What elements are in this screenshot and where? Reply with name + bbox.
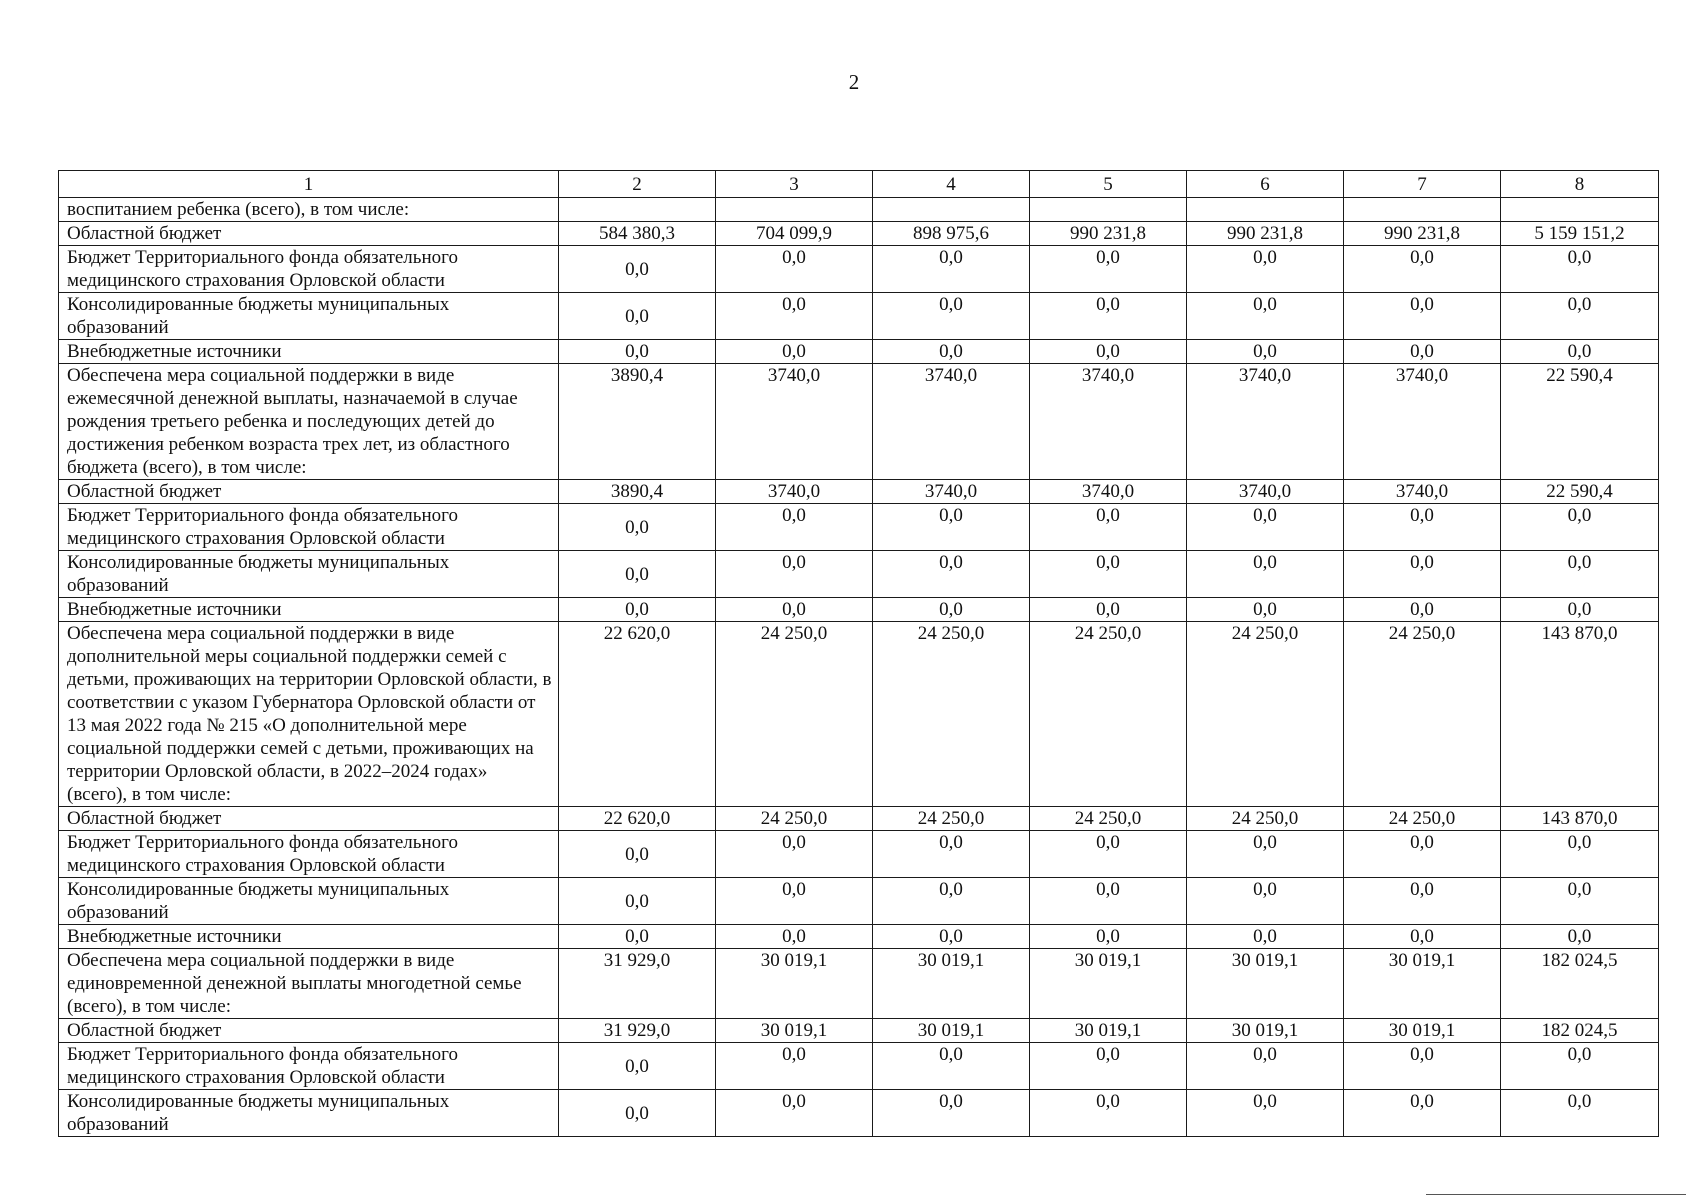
cell-value: 0,0 xyxy=(559,340,716,364)
cell-value: 30 019,1 xyxy=(1187,949,1344,1019)
cell-value: 0,0 xyxy=(873,293,1030,340)
cell-value: 0,0 xyxy=(716,878,873,925)
cell-value: 0,0 xyxy=(1030,925,1187,949)
cell-value: 0,0 xyxy=(1344,1043,1501,1090)
cell-value: 3740,0 xyxy=(873,480,1030,504)
cell-value: 3740,0 xyxy=(1344,480,1501,504)
cell-value: 22 590,4 xyxy=(1501,364,1659,480)
cell-value: 0,0 xyxy=(1344,551,1501,598)
cell-value: 22 590,4 xyxy=(1501,480,1659,504)
footer-rule xyxy=(1426,1194,1686,1195)
cell-value: 3740,0 xyxy=(716,364,873,480)
row-label: Консолидированные бюджеты муниципальных образований xyxy=(59,1090,559,1137)
cell-value: 0,0 xyxy=(873,1043,1030,1090)
row-label: Областной бюджет xyxy=(59,807,559,831)
cell-value: 31 929,0 xyxy=(559,1019,716,1043)
cell-value: 0,0 xyxy=(559,1090,716,1137)
cell-value: 0,0 xyxy=(1030,293,1187,340)
row-label: Областной бюджет xyxy=(59,1019,559,1043)
cell-value: 30 019,1 xyxy=(1344,949,1501,1019)
table-row xyxy=(59,340,1659,364)
row-label: Обеспечена мера социальной поддержки в виде дополнительной меры социальной поддержки семей с детьми, проживающих на территории Орловской области, в соответствии с указом Губернатора Орловской области от 13 мая 2022 года № 215 «О дополнительной мере социальной поддержки семей с детьми, проживающих на территории Орловской области, в 2022–2024 годах» (всего), в том числе: xyxy=(59,622,559,807)
cell-value: 0,0 xyxy=(873,551,1030,598)
cell-value: 0,0 xyxy=(1344,831,1501,878)
cell-value: 0,0 xyxy=(1187,598,1344,622)
cell-value: 0,0 xyxy=(1344,925,1501,949)
cell-value: 24 250,0 xyxy=(716,807,873,831)
row-label: Консолидированные бюджеты муниципальных образований xyxy=(59,878,559,925)
cell-value: 0,0 xyxy=(1344,598,1501,622)
row-label: Бюджет Территориального фонда обязательного медицинского страхования Орловской области xyxy=(59,831,559,878)
table-row xyxy=(59,480,1659,504)
cell-value: 0,0 xyxy=(1501,831,1659,878)
cell-value: 30 019,1 xyxy=(873,949,1030,1019)
cell-value: 0,0 xyxy=(1030,1090,1187,1137)
cell-value: 990 231,8 xyxy=(1344,222,1501,246)
cell-value: 0,0 xyxy=(716,246,873,293)
row-label: Областной бюджет xyxy=(59,222,559,246)
table-row xyxy=(59,551,1659,598)
cell-value: 143 870,0 xyxy=(1501,807,1659,831)
table-row xyxy=(59,222,1659,246)
table-row xyxy=(59,1019,1659,1043)
column-header: 2 xyxy=(559,171,716,198)
cell-value: 0,0 xyxy=(716,293,873,340)
cell-value xyxy=(1344,198,1501,222)
cell-value: 24 250,0 xyxy=(1187,622,1344,807)
cell-value: 182 024,5 xyxy=(1501,949,1659,1019)
cell-value: 0,0 xyxy=(1030,878,1187,925)
table-row xyxy=(59,622,1659,807)
cell-value: 24 250,0 xyxy=(716,622,873,807)
table-row xyxy=(59,878,1659,925)
cell-value: 0,0 xyxy=(1501,598,1659,622)
cell-value: 0,0 xyxy=(1344,504,1501,551)
cell-value: 0,0 xyxy=(716,504,873,551)
cell-value: 0,0 xyxy=(559,1043,716,1090)
column-header: 8 xyxy=(1501,171,1659,198)
cell-value: 704 099,9 xyxy=(716,222,873,246)
cell-value: 0,0 xyxy=(559,831,716,878)
cell-value: 898 975,6 xyxy=(873,222,1030,246)
cell-value: 143 870,0 xyxy=(1501,622,1659,807)
column-header: 6 xyxy=(1187,171,1344,198)
table-row xyxy=(59,364,1659,480)
table-body xyxy=(59,198,1659,1137)
cell-value: 0,0 xyxy=(1501,878,1659,925)
table-row xyxy=(59,1043,1659,1090)
cell-value: 22 620,0 xyxy=(559,807,716,831)
cell-value: 24 250,0 xyxy=(1030,807,1187,831)
cell-value: 30 019,1 xyxy=(1030,949,1187,1019)
row-label: Бюджет Территориального фонда обязательного медицинского страхования Орловской области xyxy=(59,504,559,551)
cell-value xyxy=(1187,198,1344,222)
cell-value: 0,0 xyxy=(559,598,716,622)
cell-value: 0,0 xyxy=(1501,925,1659,949)
row-label: Внебюджетные источники xyxy=(59,598,559,622)
table-row xyxy=(59,949,1659,1019)
cell-value: 0,0 xyxy=(1501,246,1659,293)
cell-value: 990 231,8 xyxy=(1187,222,1344,246)
cell-value: 0,0 xyxy=(1030,504,1187,551)
cell-value: 30 019,1 xyxy=(716,949,873,1019)
cell-value: 3740,0 xyxy=(873,364,1030,480)
row-label: Обеспечена мера социальной поддержки в виде ежемесячной денежной выплаты, назначаемой в случае рождения третьего ребенка и последующих детей до достижения ребенком возраста трех лет, из областного бюджета (всего), в том числе: xyxy=(59,364,559,480)
cell-value: 0,0 xyxy=(873,831,1030,878)
cell-value: 0,0 xyxy=(1501,1090,1659,1137)
cell-value: 0,0 xyxy=(1344,1090,1501,1137)
cell-value: 3890,4 xyxy=(559,480,716,504)
table-row xyxy=(59,246,1659,293)
cell-value: 0,0 xyxy=(716,598,873,622)
table-row xyxy=(59,504,1659,551)
cell-value: 3740,0 xyxy=(1030,480,1187,504)
cell-value: 3890,4 xyxy=(559,364,716,480)
cell-value: 0,0 xyxy=(1030,831,1187,878)
cell-value: 0,0 xyxy=(1187,551,1344,598)
cell-value xyxy=(873,198,1030,222)
cell-value xyxy=(559,198,716,222)
cell-value: 0,0 xyxy=(1501,551,1659,598)
column-header: 1 xyxy=(59,171,559,198)
cell-value: 0,0 xyxy=(873,598,1030,622)
cell-value: 0,0 xyxy=(1501,504,1659,551)
cell-value: 0,0 xyxy=(559,246,716,293)
cell-value: 3740,0 xyxy=(716,480,873,504)
cell-value xyxy=(1030,198,1187,222)
cell-value: 0,0 xyxy=(1501,1043,1659,1090)
cell-value: 0,0 xyxy=(873,246,1030,293)
row-label: Консолидированные бюджеты муниципальных образований xyxy=(59,293,559,340)
table-row xyxy=(59,831,1659,878)
row-label: Бюджет Территориального фонда обязательного медицинского страхования Орловской области xyxy=(59,1043,559,1090)
cell-value: 990 231,8 xyxy=(1030,222,1187,246)
cell-value: 3740,0 xyxy=(1187,364,1344,480)
cell-value: 0,0 xyxy=(1030,340,1187,364)
cell-value: 30 019,1 xyxy=(1030,1019,1187,1043)
cell-value: 0,0 xyxy=(1187,293,1344,340)
column-header: 4 xyxy=(873,171,1030,198)
table-row xyxy=(59,293,1659,340)
cell-value: 0,0 xyxy=(1344,246,1501,293)
cell-value: 3740,0 xyxy=(1344,364,1501,480)
cell-value: 0,0 xyxy=(873,878,1030,925)
cell-value: 0,0 xyxy=(1344,340,1501,364)
column-header: 5 xyxy=(1030,171,1187,198)
cell-value: 0,0 xyxy=(873,1090,1030,1137)
cell-value: 24 250,0 xyxy=(1187,807,1344,831)
cell-value: 0,0 xyxy=(1344,878,1501,925)
cell-value: 0,0 xyxy=(1187,504,1344,551)
cell-value: 30 019,1 xyxy=(1344,1019,1501,1043)
cell-value: 0,0 xyxy=(1187,878,1344,925)
cell-value: 0,0 xyxy=(1030,598,1187,622)
cell-value: 24 250,0 xyxy=(1344,622,1501,807)
cell-value: 0,0 xyxy=(716,1043,873,1090)
cell-value: 24 250,0 xyxy=(1344,807,1501,831)
cell-value: 0,0 xyxy=(559,878,716,925)
cell-value: 3740,0 xyxy=(1187,480,1344,504)
cell-value: 0,0 xyxy=(559,504,716,551)
cell-value: 0,0 xyxy=(559,925,716,949)
row-label: воспитанием ребенка (всего), в том числе: xyxy=(59,198,559,222)
cell-value: 0,0 xyxy=(559,293,716,340)
cell-value: 3740,0 xyxy=(1030,364,1187,480)
cell-value: 0,0 xyxy=(1344,293,1501,340)
table-row xyxy=(59,925,1659,949)
table-row xyxy=(59,198,1659,222)
cell-value: 0,0 xyxy=(873,340,1030,364)
cell-value: 0,0 xyxy=(559,551,716,598)
column-header: 7 xyxy=(1344,171,1501,198)
cell-value: 5 159 151,2 xyxy=(1501,222,1659,246)
cell-value: 0,0 xyxy=(1030,1043,1187,1090)
row-label: Бюджет Территориального фонда обязательного медицинского страхования Орловской области xyxy=(59,246,559,293)
cell-value: 0,0 xyxy=(1187,831,1344,878)
cell-value: 30 019,1 xyxy=(1187,1019,1344,1043)
cell-value xyxy=(1501,198,1659,222)
cell-value: 0,0 xyxy=(716,925,873,949)
cell-value: 584 380,3 xyxy=(559,222,716,246)
table-header-row xyxy=(59,171,1659,198)
cell-value: 22 620,0 xyxy=(559,622,716,807)
cell-value: 24 250,0 xyxy=(873,807,1030,831)
table-row xyxy=(59,807,1659,831)
cell-value: 0,0 xyxy=(1187,925,1344,949)
cell-value: 0,0 xyxy=(1187,340,1344,364)
page-number: 2 xyxy=(848,70,860,94)
cell-value: 24 250,0 xyxy=(1030,622,1187,807)
cell-value: 0,0 xyxy=(1187,1043,1344,1090)
table-row xyxy=(59,598,1659,622)
row-label: Областной бюджет xyxy=(59,480,559,504)
cell-value: 0,0 xyxy=(1187,1090,1344,1137)
cell-value: 0,0 xyxy=(1187,246,1344,293)
cell-value: 24 250,0 xyxy=(873,622,1030,807)
cell-value: 0,0 xyxy=(716,340,873,364)
cell-value: 30 019,1 xyxy=(873,1019,1030,1043)
row-label: Внебюджетные источники xyxy=(59,340,559,364)
cell-value: 0,0 xyxy=(716,1090,873,1137)
cell-value: 0,0 xyxy=(873,504,1030,551)
cell-value: 0,0 xyxy=(1030,551,1187,598)
row-label: Обеспечена мера социальной поддержки в виде единовременной денежной выплаты многодетной семье (всего), в том числе: xyxy=(59,949,559,1019)
cell-value: 182 024,5 xyxy=(1501,1019,1659,1043)
cell-value: 0,0 xyxy=(1501,340,1659,364)
row-label: Внебюджетные источники xyxy=(59,925,559,949)
cell-value xyxy=(716,198,873,222)
budget-table xyxy=(58,170,1659,1137)
cell-value: 0,0 xyxy=(716,831,873,878)
column-header: 3 xyxy=(716,171,873,198)
cell-value: 0,0 xyxy=(1501,293,1659,340)
row-label: Консолидированные бюджеты муниципальных образований xyxy=(59,551,559,598)
cell-value: 30 019,1 xyxy=(716,1019,873,1043)
cell-value: 0,0 xyxy=(1030,246,1187,293)
table-row xyxy=(59,1090,1659,1137)
cell-value: 31 929,0 xyxy=(559,949,716,1019)
cell-value: 0,0 xyxy=(873,925,1030,949)
cell-value: 0,0 xyxy=(716,551,873,598)
